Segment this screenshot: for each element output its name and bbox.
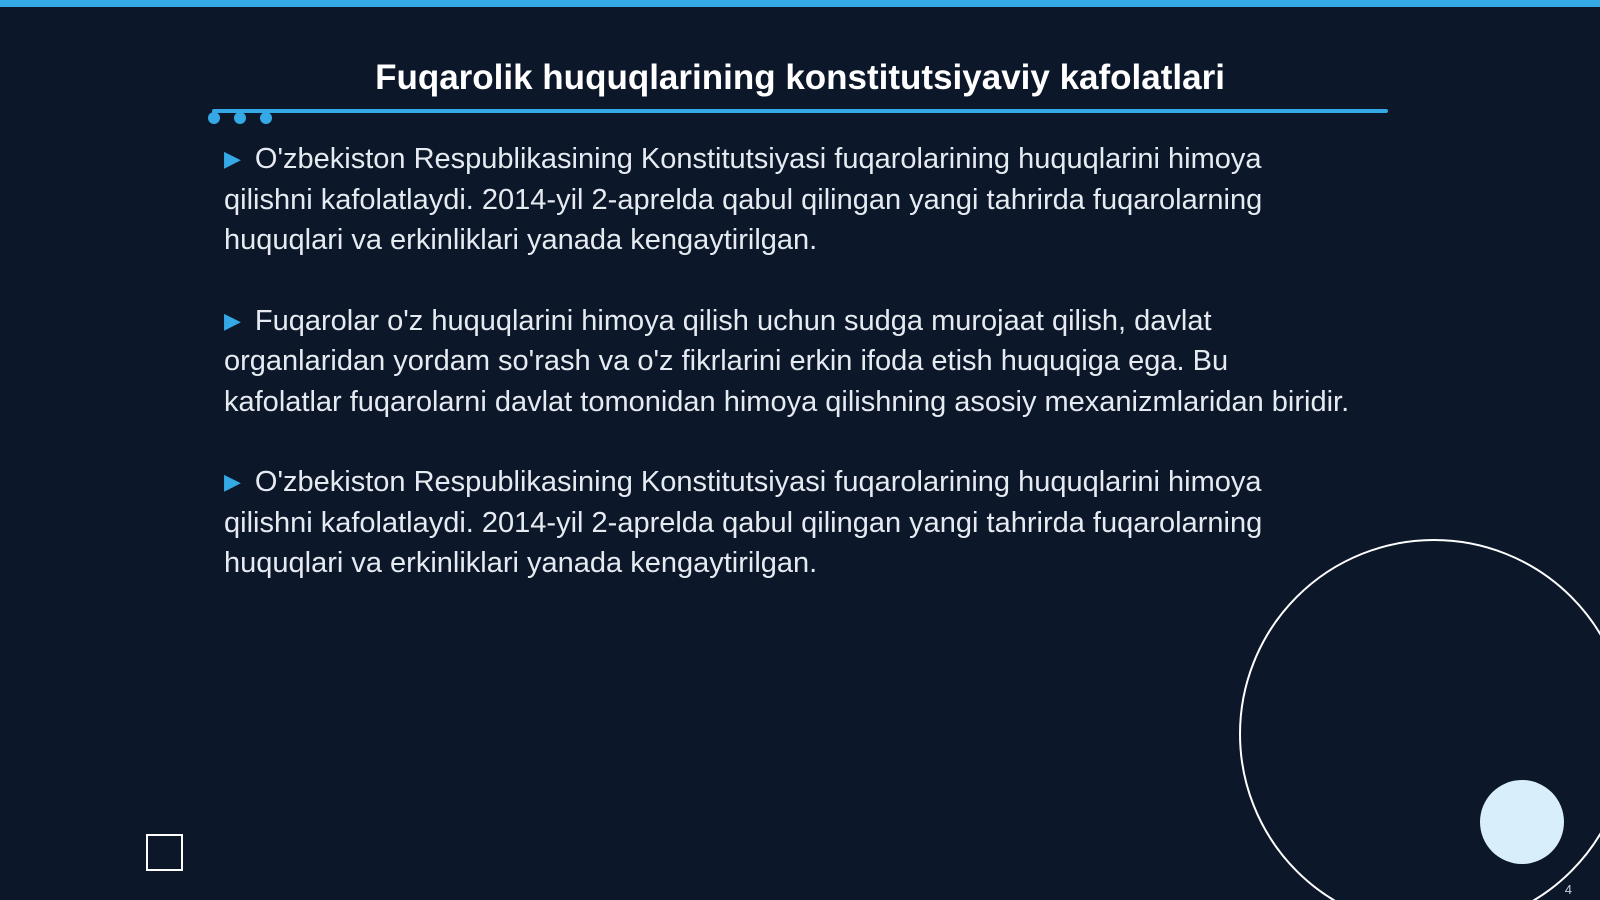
slide-content [224,139,1350,624]
bullet-arrow-icon: ▶ [224,307,241,333]
bullet-arrow-icon: ▶ [224,146,241,171]
paragraph-text: O'zbekiston Respublikasining Konstitutsiyasi fuqarolarining huquqlarini himoya qilishni kafolatlaydi. 2014-yil 2-aprelda qabul qilingan yangi tahrirda fuqarolarning huquqlari va erkinliklari yanada kengaytirilgan. [224,466,1263,579]
bullet-paragraph [224,139,1350,261]
decorative-dot [234,112,246,124]
decorative-dot [208,112,220,124]
decorative-filled-circle [1480,780,1564,864]
paragraph-text: Fuqarolar o'z huquqlarini himoya qilish uchun sudga murojaat qilish, davlat organlaridan yordam so'rash va o'z fikrlarini erkin ifoda etish huquqiga ega. Bu kafolatlar fuqarolarni davlat tomonidan himoya qilishning asosiy mexanizmlaridan biridir. [224,304,1350,418]
bullet-arrow-icon: ▶ [224,469,241,494]
paragraph-text: O'zbekiston Respublikasining Konstitutsiyasi fuqarolarining huquqlarini himoya qilishni kafolatlaydi. 2014-yil 2-aprelda qabul qilingan yangi tahrirda fuqarolarning huquqlari va erkinliklari yanada kengaytirilgan. [224,143,1263,256]
title-underline [212,109,1388,113]
decorative-square [146,834,183,871]
top-accent-bar [0,0,1600,7]
bullet-paragraph [224,462,1350,584]
slide-title: Fuqarolik huquqlarining konstitutsiyaviy kafolatlari [375,58,1225,97]
bullet-paragraph [224,301,1350,423]
page-number: 4 [1564,882,1572,897]
decorative-dot [260,112,272,124]
